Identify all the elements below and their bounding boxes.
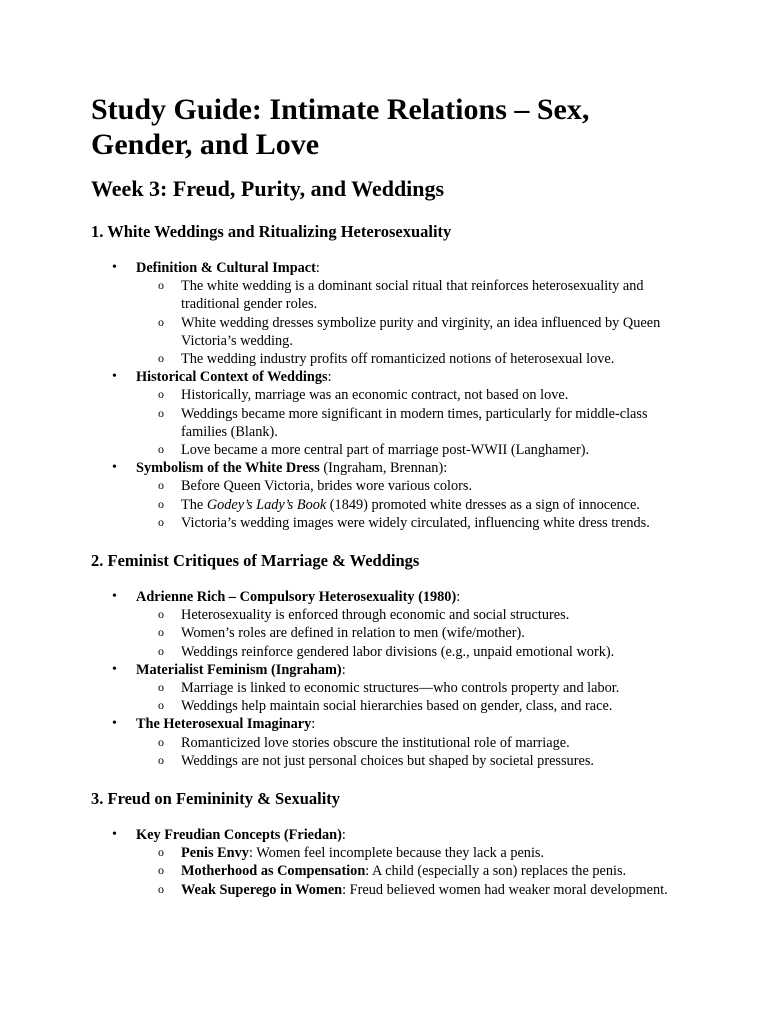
bullet-item	[91, 459, 691, 532]
bullet-rest: :	[341, 661, 346, 678]
section-1	[91, 222, 691, 532]
sub-item: o Marriage is linked to economic structures—who controls property and labor.	[136, 679, 691, 697]
sub-text: : A child (especially a son) replaces the penis.	[365, 863, 627, 880]
bullet-label: Adrienne Rich – Compulsory Heterosexuality (1980)	[136, 589, 457, 606]
bullet-rest: (Ingraham, Brennan):	[319, 460, 448, 477]
sub-list	[136, 277, 691, 368]
sub-item	[136, 496, 691, 514]
document-title: Study Guide: Intimate Relations – Sex, Gender, and Love	[91, 93, 590, 161]
bullet-list	[91, 588, 691, 770]
sub-list	[136, 844, 691, 899]
sub-item: o Weddings help maintain social hierarchies based on gender, class, and race.	[136, 697, 691, 715]
sub-item: o Victoria’s wedding images were widely circulated, influencing white dress trends.	[136, 514, 691, 532]
sub-text: : Women feel incomplete because they lack a penis.	[248, 845, 545, 862]
bullet-item	[91, 661, 691, 716]
sub-term: Penis Envy	[181, 845, 249, 862]
week-heading: Week 3: Freud, Purity, and Weddings	[91, 176, 445, 201]
sections-container	[91, 222, 691, 899]
bullet-rest: :	[315, 260, 320, 276]
sub-item: o White wedding dresses symbolize purity and virginity, an idea influenced by Queen Victoria’s wedding.	[136, 314, 691, 350]
sub-item: o Weddings became more significant in modern times, particularly for middle-class families (Blank).	[136, 405, 691, 441]
sub-list	[136, 477, 691, 532]
bullet-list	[91, 259, 691, 532]
sub-text: : Freud believed women had weaker moral development.	[342, 881, 668, 898]
bullet-label: Materialist Feminism (Ingraham)	[136, 661, 342, 678]
sub-item	[136, 881, 691, 899]
bullet-label: The Heterosexual Imaginary	[136, 716, 312, 733]
document-page	[91, 92, 691, 918]
bullet-item	[91, 826, 691, 899]
book-title: Godey’s Lady’s Book	[206, 496, 327, 513]
sub-term: Weak Superego in Women	[181, 881, 343, 898]
section-heading: 1. White Weddings and Ritualizing Heterosexuality	[91, 222, 452, 241]
sub-item: o Heterosexuality is enforced through economic and social structures.	[136, 606, 691, 624]
sub-item: o Before Queen Victoria, brides wore various colors.	[136, 477, 691, 495]
sub-text: The	[181, 496, 207, 513]
bullet-item	[91, 368, 691, 459]
sub-text: (1849) promoted white dresses as a sign of innocence.	[326, 496, 640, 513]
bullet-label: Symbolism of the White Dress	[136, 460, 320, 477]
section-heading: 2. Feminist Critiques of Marriage & Weddings	[91, 551, 420, 571]
sub-list	[136, 734, 691, 770]
sub-item: o Weddings reinforce gendered labor divisions (e.g., unpaid emotional work).	[136, 643, 691, 661]
section-2	[91, 551, 691, 770]
sub-item: o Romanticized love stories obscure the institutional role of marriage.	[136, 734, 691, 752]
sub-list	[136, 606, 691, 661]
sub-item	[136, 862, 691, 880]
bullet-label: Key Freudian Concepts (Friedan)	[136, 827, 342, 844]
sub-list	[136, 679, 691, 715]
bullet-label: Historical Context of Weddings	[136, 369, 328, 386]
sub-term: Motherhood as Compensation	[181, 863, 366, 880]
bullet-item	[91, 259, 691, 368]
bullet-rest: :	[456, 589, 461, 606]
bullet-rest: :	[311, 716, 316, 733]
bullet-label: Definition & Cultural Impact	[136, 260, 316, 276]
bullet-item	[91, 715, 691, 770]
section-heading: 3. Freud on Femininity & Sexuality	[91, 789, 341, 809]
sub-item	[136, 844, 691, 862]
sub-item: o Weddings are not just personal choices but shaped by societal pressures.	[136, 752, 691, 770]
sub-item: o Women’s roles are defined in relation to men (wife/mother).	[136, 624, 691, 642]
section-3	[91, 789, 691, 899]
bullet-rest: :	[327, 369, 332, 386]
bullet-list	[91, 826, 691, 899]
sub-item: o Historically, marriage was an economic contract, not based on love.	[136, 386, 691, 404]
bullet-item	[91, 588, 691, 661]
sub-list	[136, 386, 691, 459]
bullet-rest: :	[341, 827, 346, 844]
sub-item: o Love became a more central part of marriage post-WWII (Langhamer).	[136, 441, 691, 459]
sub-item: o The wedding industry profits off romanticized notions of heterosexual love.	[136, 350, 691, 368]
sub-item: o The white wedding is a dominant social ritual that reinforces heterosexuality and traditional gender roles.	[136, 277, 691, 313]
